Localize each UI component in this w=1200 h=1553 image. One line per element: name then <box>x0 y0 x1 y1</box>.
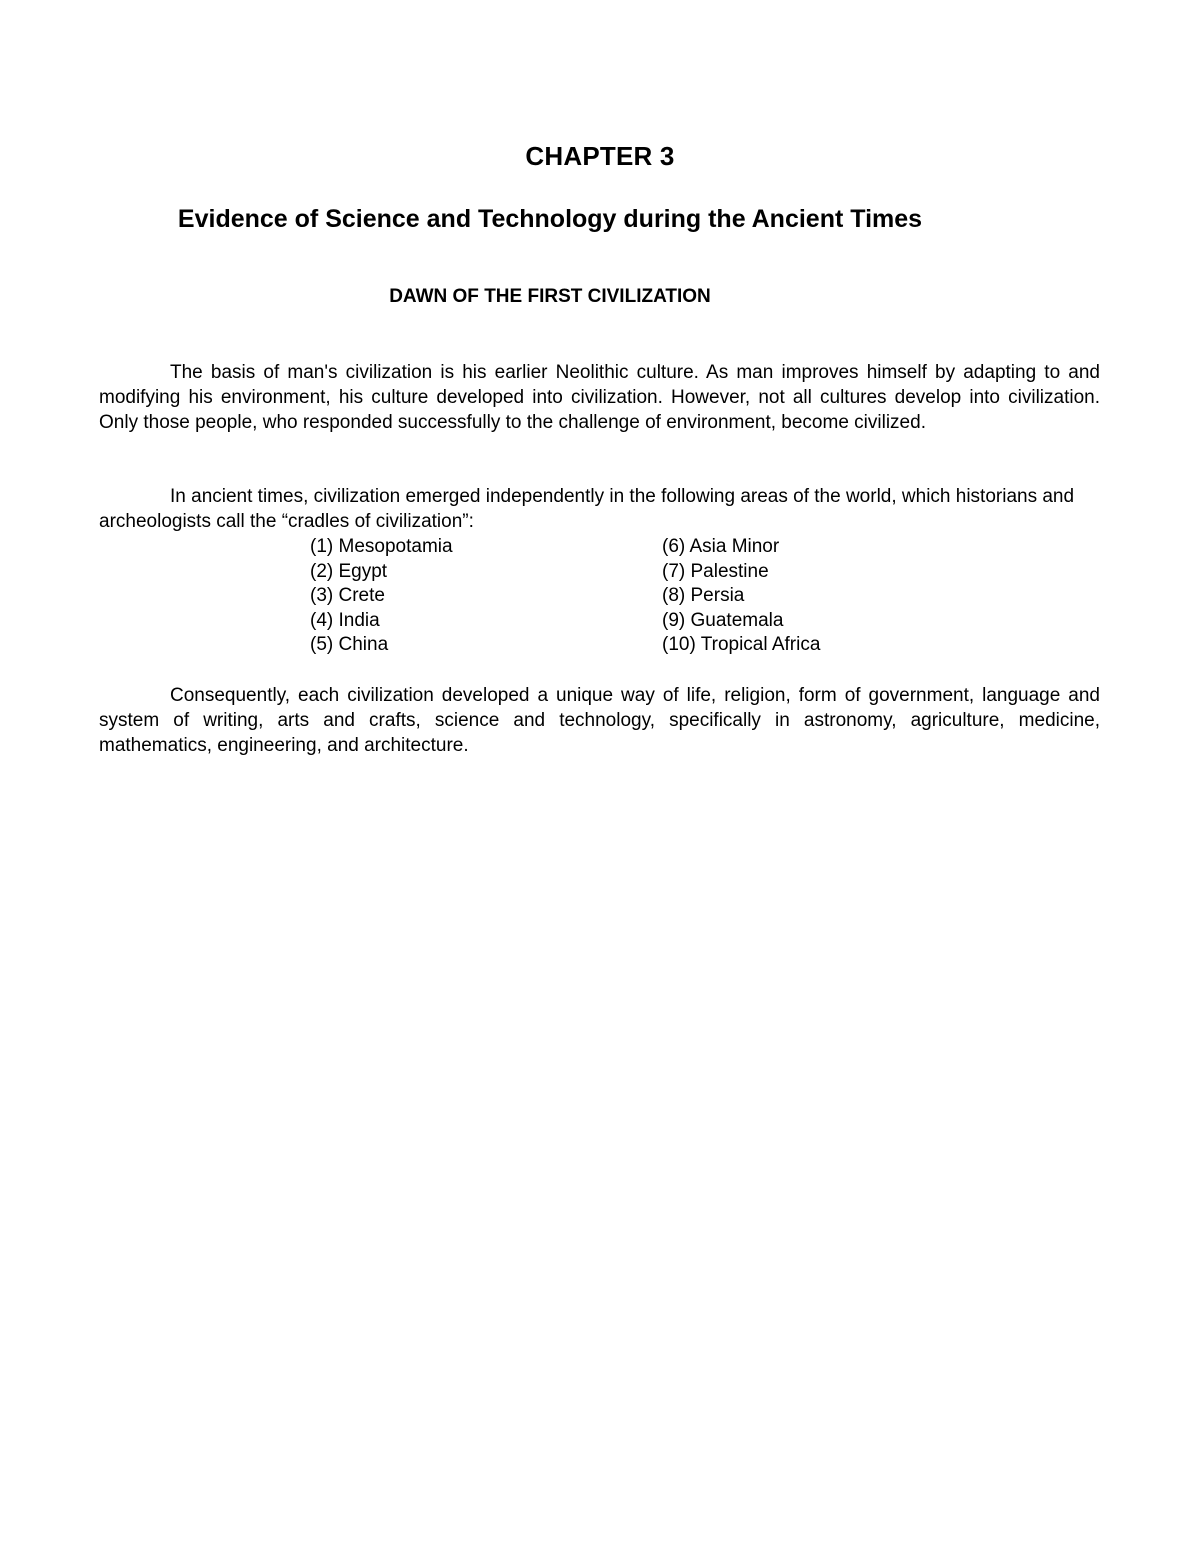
list-item: (8) Persia <box>662 585 745 607</box>
list-item: (9) Guatemala <box>662 609 784 631</box>
chapter-heading: CHAPTER 3 <box>525 141 675 171</box>
list-item: (6) Asia Minor <box>662 536 780 557</box>
list-item: (7) Palestine <box>662 560 769 582</box>
paragraph-neolithic-culture: The basis of man's civilization is his earlier Neolithic culture. As man improves himself by adapting to and modifying his environment, his culture developed into civilization. However, not all cultures develop into civilization. Only those people, who responded successfully to the challenge of environment, become civilized. <box>99 362 1100 433</box>
list-item: (5) China <box>310 634 389 656</box>
paragraph-cradles-intro: In ancient times, civilization emerged independently in the following areas of the world, which historians and archeologists call the “cradles of civilization”: <box>99 486 1075 532</box>
list-item: (4) India <box>310 609 380 631</box>
cradles-list-left-column <box>310 535 453 658</box>
list-item: (2) Egypt <box>310 560 388 582</box>
list-item: (3) Crete <box>310 585 385 607</box>
document-title: Evidence of Science and Technology during the Ancient Times <box>177 205 923 233</box>
cradles-list-right-column <box>662 535 820 658</box>
list-item: (1) Mesopotamia <box>310 536 453 557</box>
list-item: (10) Tropical Africa <box>662 634 821 656</box>
section-heading: DAWN OF THE FIRST CIVILIZATION <box>389 286 711 307</box>
paragraph-consequently: Consequently, each civilization developed a unique way of life, religion, form of government, language and system of writing, arts and crafts, science and technology, specifically in astronomy, agriculture, medicine, mathematics, engineering, and architecture. <box>99 685 1100 756</box>
